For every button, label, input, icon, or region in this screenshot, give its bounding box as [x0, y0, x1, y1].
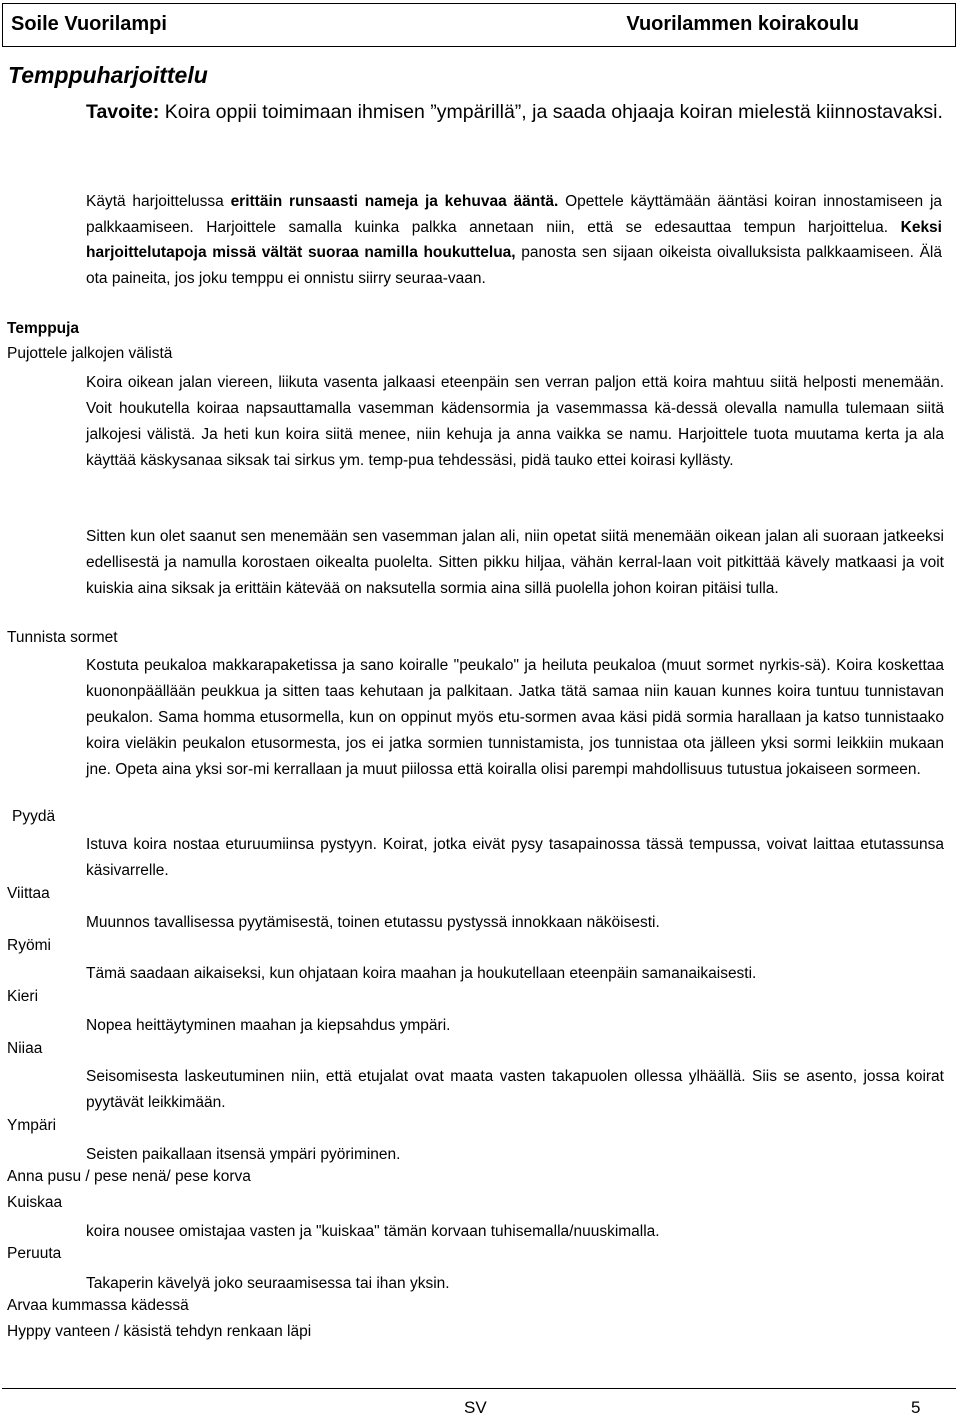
section-heading: Temppuja	[7, 320, 80, 337]
trick-description: Seisomisesta laskeutuminen niin, että etujalat ovat maata vasten takapuolen ollessa ylhäällä. Siis se asento, jossa koirat pyytävät leikkimään.	[86, 1068, 944, 1111]
trick-description: Seisten paikallaan itsensä ympäri pyöriminen.	[86, 1146, 401, 1163]
header-author: Soile Vuorilampi	[11, 13, 167, 35]
intro-bold-2: Keksi harjoittelutapoja missä vältät suoraa namilla houkuttelua,	[86, 218, 942, 262]
trick-name: Viittaa	[7, 885, 50, 902]
trick-name: Kuiskaa	[7, 1194, 63, 1211]
header-school: Vuorilammen koirakoulu	[626, 13, 859, 35]
trick-description: koira nousee omistajaa vasten ja "kuiskaa" tämän korvaan tuhisemalla/nuuskimalla.	[86, 1223, 660, 1240]
footer-code: SV	[464, 1398, 487, 1417]
trick-name: Anna pusu / pese nenä/ pese korva	[7, 1168, 251, 1185]
trick-name: Pyydä	[12, 808, 56, 825]
trick-name: Kieri	[7, 988, 39, 1005]
trick-description: Tämä saadaan aikaiseksi, kun ohjataan koira maahan ja houkutellaan eteenpäin samanaikaisesti.	[86, 965, 757, 982]
trick-description: Kostuta peukaloa makkarapaketissa ja sano koiralle "peukalo" ja heiluta peukaloa (muut sormet nyrkis-sä). Koira koskettaa kuononpäällään peukkua ja sitten taas kehutaan ja palkitaan. Jatka tätä samaa niin kauan kunnes koira tuntuu tunnistavan peukalon. Sama homma etusormella, kun on oppinut myös etu-sormen avaa käsi pidä sormia harallaan ja katso tunnistaako koira vieläkin peukalon etusormesta, jos ei jatka sormien tunnistamista, jos tunnistaa ota jälleen yksi sormi leikkiin mukaan jne. Opeta aina yksi sor-mi kerrallaan ja muut piilossa että koiralla olisi parempi mahdollisuus tutustua jokaiseen sormeen.	[86, 657, 944, 778]
trick-description: Nopea heittäytyminen maahan ja kiepsahdus ympäri.	[86, 1017, 451, 1034]
intro-text-1: Käytä harjoittelussa	[86, 193, 231, 210]
trick-description: Sitten kun olet saanut sen menemään sen vasemman jalan ali, niin opetat siitä menemään oikean jalan ali suoraan jatkeeksi edellisestä ja namulla korostaen oikealta puolelta. Sitten pikku hiljaa, vähän kerral-laan voit pitkittää kävely matkaasi ja voit kuiskia aina siksak ja erittäin kätevää on naksutella sormia aina sillä puolella johon koiran pitäisi tulla.	[86, 528, 944, 597]
trick-description: Istuva koira nostaa eturuumiinsa pystyyn. Koirat, jotka eivät pysy tasapainossa tässä tempussa, voivat laittaa etutassunsa käsivarrelle.	[86, 836, 944, 879]
intro-paragraph	[86, 189, 942, 291]
page-title: Temppuharjoittelu	[8, 62, 208, 88]
trick-name: Tunnista sormet	[7, 629, 118, 646]
page-header	[2, 3, 956, 47]
trick-name: Ympäri	[7, 1117, 57, 1134]
trick-name: Hyppy vanteen / käsistä tehdyn renkaan läpi	[7, 1323, 312, 1340]
trick-description: Muunnos tavallisessa pyytämisestä, toinen etutassu pystyssä innokkaan näköisesti.	[86, 914, 660, 931]
trick-name: Ryömi	[7, 937, 51, 954]
footer-divider	[2, 1388, 956, 1389]
page-number: 5	[911, 1398, 921, 1417]
trick-name: Pujottele jalkojen välistä	[7, 345, 173, 362]
trick-description: Koira oikean jalan viereen, liikuta vasenta jalkaasi eteenpäin sen verran paljon että koira mahtuu siitä helposti menemään. Voit houkutella koiraa napsauttamalla vasemman kädensormia ja vasemmassa kä-dessä olevalla namulla tulemaan siitä jalkojesi välistä. Ja heti kun koira siitä menee, niin kehuja ja anna vaikka se namu. Harjoittele tuota muutama kerta ja ala käyttää käskysanaa siksak tai sirkus ym. temp-pua tehdessäsi, pidä tauko ettei koirasi kyllästy.	[86, 374, 944, 469]
trick-name: Arvaa kummassa kädessä	[7, 1297, 189, 1314]
trick-description: Takaperin kävelyä joko seuraamisessa tai ihan yksin.	[86, 1275, 450, 1292]
trick-name: Peruuta	[7, 1245, 62, 1262]
intro-text-2: Opettele käyttämään ääntäsi koiran innostamiseen ja palkkaamiseen. Harjoittele samalla kuinka palkka annetaan niin, että se edesauttaa tempun harjoittelua.	[86, 193, 943, 236]
goal-body: Koira oppii toimimaan ihmisen ”ympärillä”, ja saada ohjaaja koiran mielestä kiinnostavaksi.	[159, 101, 943, 123]
goal-label: Tavoite:	[86, 101, 160, 123]
goal-text	[86, 99, 946, 126]
intro-text-3: panosta sen sijaan oikeista oivalluksista palkkaamiseen. Älä ota paineita, jos joku temppu ei onnistu siirry seuraa-vaan.	[86, 244, 942, 287]
trick-name: Niiaa	[7, 1040, 43, 1057]
intro-bold-1: erittäin runsaasti nameja ja kehuvaa ääntä.	[230, 193, 559, 210]
